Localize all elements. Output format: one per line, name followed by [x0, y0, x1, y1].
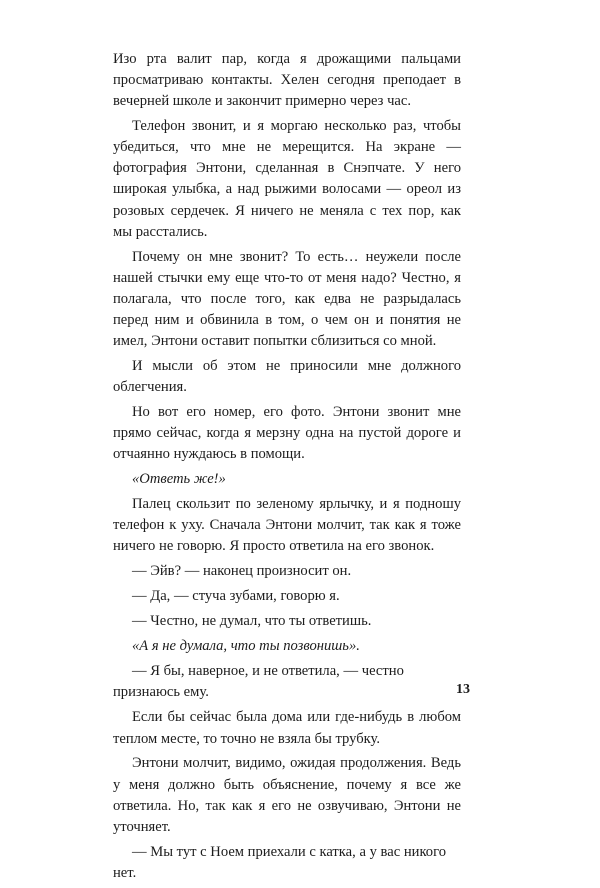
paragraph: Но вот его номер, его фото. Энтони звонит мне прямо сейчас, когда я мерзну одна на пустой дороге и отчаянно нуждаюсь в помощи. [113, 404, 461, 463]
paragraph: Если бы сейчас была дома или где-нибудь в любом теплом месте, то точно не взяла бы трубку. [113, 709, 461, 747]
dialogue-line: — Эйв? — наконец произносит он. [132, 563, 352, 580]
paragraph: Телефон звонит, и я моргаю несколько раз, чтобы убедиться, что мне не мерещится. На экране — фотография Энтони, сделанная в Снэпчате. У него широкая улыбка, а над рыжими волосами — ореол из розовых сердечек. Я ничего не меняла с тех пор, как мы расстались. [113, 118, 461, 240]
dialogue-line: — Мы тут с Ноем приехали с катка, а у вас никого нет. [113, 843, 447, 881]
page-text [113, 49, 461, 888]
italic-thought: «Ответь же!» [132, 471, 226, 488]
italic-thought: «А я не думала, что ты позвонишь». [132, 638, 360, 655]
dialogue-line: — Да, — стуча зубами, говорю я. [132, 588, 340, 605]
paragraph: Палец скользит по зеленому ярлычку, и я подношу телефон к уху. Сначала Энтони молчит, так как я тоже ничего не говорю. Я просто ответила на его звонок. [113, 496, 461, 555]
page-number: 13 [456, 682, 470, 697]
paragraph: И мысли об этом не приносили мне должного облегчения. [113, 357, 461, 396]
dialogue-line: — Честно, не думал, что ты ответишь. [132, 613, 372, 630]
dialogue-line: — Я бы, наверное, и не ответила, — честно признаюсь ему. [113, 663, 404, 701]
paragraph: Почему он мне звонит? То есть… неужели после нашей стычки ему еще что-то от меня надо? Честно, я полагала, что после того, как едва не разрыдалась перед ним и обвинила в том, о чем он и понятия не имел, Энтони оставит попытки сблизиться со мной. [113, 248, 461, 349]
paragraph: Энтони молчит, видимо, ожидая продолжения. Ведь у меня должно быть объяснение, почему я все же ответила. Но, так как я его не озвучиваю, Энтони не уточняет. [113, 755, 461, 835]
paragraph: Изо рта валит пар, когда я дрожащими пальцами просматриваю контакты. Хелен сегодня преподает в вечерней школе и закончит примерно через час. [113, 51, 461, 110]
